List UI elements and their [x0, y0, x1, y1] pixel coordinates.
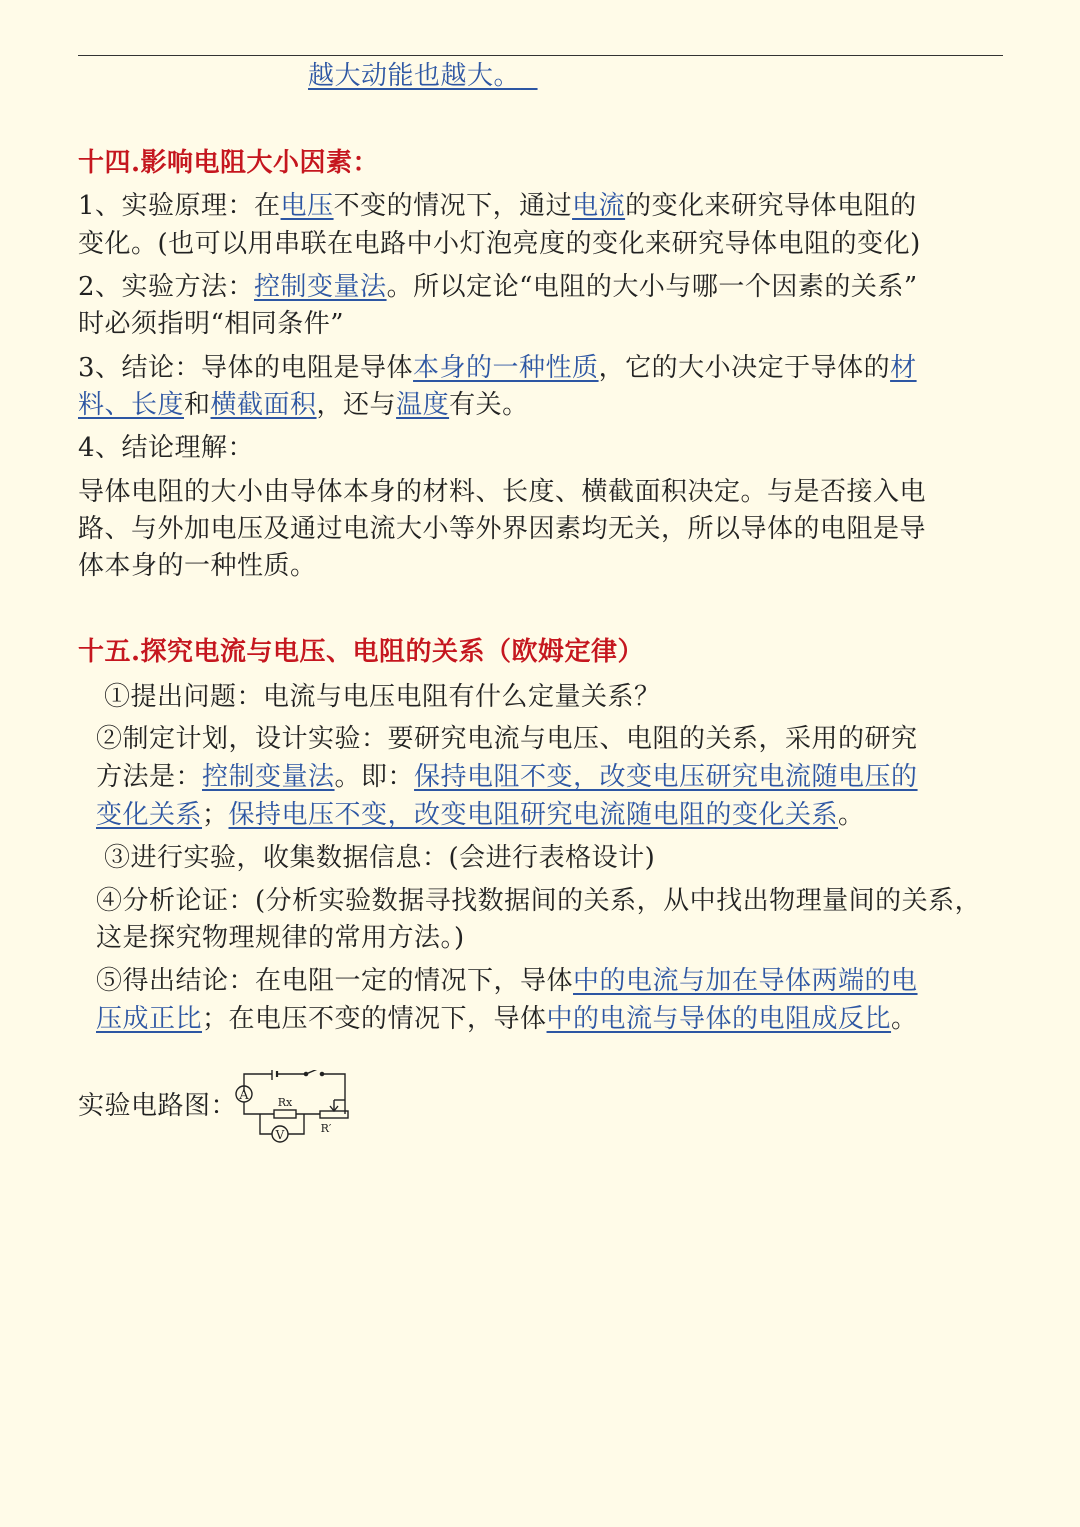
- circuit-wire-left: [244, 1102, 274, 1114]
- continued-line: [308, 58, 538, 94]
- keyword-material-length: 料、长度: [78, 390, 185, 420]
- s14-p4-title: 4、结论理解：: [78, 433, 255, 463]
- s15-q4-line1: ④分析论证：(分析实验数据寻找数据间的关系，从中找出物理量间的关系，: [96, 886, 982, 916]
- s14-p2-line1: 2、实验方法：控制变量法。所以定论“电阻的大小与哪一个因素的关系”: [78, 272, 918, 302]
- section-15-title: 十五.探究电流与电压、电阻的关系（欧姆定律）: [78, 637, 645, 667]
- s14-p4-line1: 导体电阻的大小由导体本身的材料、长度、横截面积决定。与是否接入电: [78, 477, 927, 507]
- ammeter-label: A: [239, 1088, 249, 1103]
- keyword-control-variable: 控制变量法: [254, 272, 387, 302]
- s14-p2-line2: 时必须指明“相同条件”: [78, 309, 345, 339]
- s15-q3: ③进行实验，收集数据信息：(会进行表格设计): [104, 843, 656, 873]
- circuit-diagram: [232, 1070, 362, 1160]
- s14-p3-line2: 料、长度和横截面积，还与温度有关。: [78, 390, 529, 420]
- keyword-voltage: 电压: [280, 191, 334, 221]
- s14-p4-line2: 路、与外加电压及通过电流大小等外界因素均无关，所以导体的电阻是导: [78, 514, 927, 544]
- rheostat-label: R′: [320, 1122, 332, 1135]
- top-divider: [78, 55, 1003, 56]
- s14-p4-line3: 体本身的一种性质。: [78, 551, 317, 581]
- keyword-proportional-voltage: 中的电流与加在导体两端的电: [573, 966, 918, 996]
- s15-q5-line2: 压成正比；在电压不变的情况下，导体中的电流与导体的电阻成反比。: [96, 1004, 918, 1034]
- s15-q2-line1: ②制定计划，设计实验：要研究电流与电压、电阻的关系，采用的研究: [96, 724, 918, 754]
- keyword-current: 电流: [572, 191, 626, 221]
- voltmeter-wire-left: [260, 1114, 272, 1134]
- keyword-control-variable-2: 控制变量法: [202, 762, 335, 792]
- s15-q2-line2: 方法是：控制变量法。即：保持电阻不变，改变电压研究电流随电压的: [96, 762, 918, 792]
- s14-p1-line2: 变化。(也可以用串联在电路中小灯泡亮度的变化来研究导体电阻的变化): [78, 229, 921, 259]
- keyword-inverse: 中的电流与导体的电阻成反比: [546, 1004, 892, 1034]
- continued-underline-tail: [520, 61, 538, 91]
- keyword-proportional: 压成正比: [96, 1004, 203, 1034]
- s15-q1: ①提出问题：电流与电压电阻有什么定量关系？: [104, 682, 661, 712]
- s15-q2-line3: 变化关系；保持电压不变，改变电阻研究电流随电阻的变化关系。: [96, 800, 865, 830]
- keyword-intrinsic-property: 本身的一种性质: [413, 353, 599, 383]
- s15-q4-line2: 这是探究物理规律的常用方法。): [96, 923, 465, 953]
- keyword-keep-resistance: 保持电阻不变，改变电压研究电流随电压的: [414, 762, 918, 792]
- keyword-change-relation: 变化关系: [96, 800, 203, 830]
- resistor-label: Rx: [277, 1096, 293, 1109]
- circuit-label: 实验电路图：: [78, 1091, 238, 1121]
- voltmeter-label: V: [275, 1128, 285, 1142]
- switch-blade-icon: [306, 1070, 320, 1074]
- keyword-keep-voltage: 保持电压不变，改变电阻研究电流随电阻的变化关系: [228, 800, 839, 830]
- keyword-cross-section: 横截面积: [210, 390, 317, 420]
- resistor-rx-icon: [274, 1110, 296, 1118]
- s14-p3-line1: 3、结论：导体的电阻是导体本身的一种性质，它的大小决定于导体的材: [78, 353, 917, 383]
- keyword-temperature: 温度: [396, 390, 450, 420]
- s15-q5-line1: ⑤得出结论：在电阻一定的情况下，导体中的电流与加在导体两端的电: [96, 966, 918, 996]
- continued-keyword: 越大动能也越大。: [308, 61, 521, 91]
- keyword-material-part1: 材: [890, 353, 917, 383]
- s14-p1-line1: 1、实验原理：在电压不变的情况下，通过电流的变化来研究导体电阻的: [78, 191, 917, 221]
- section-14-title: 十四.影响电阻大小因素：: [78, 148, 380, 178]
